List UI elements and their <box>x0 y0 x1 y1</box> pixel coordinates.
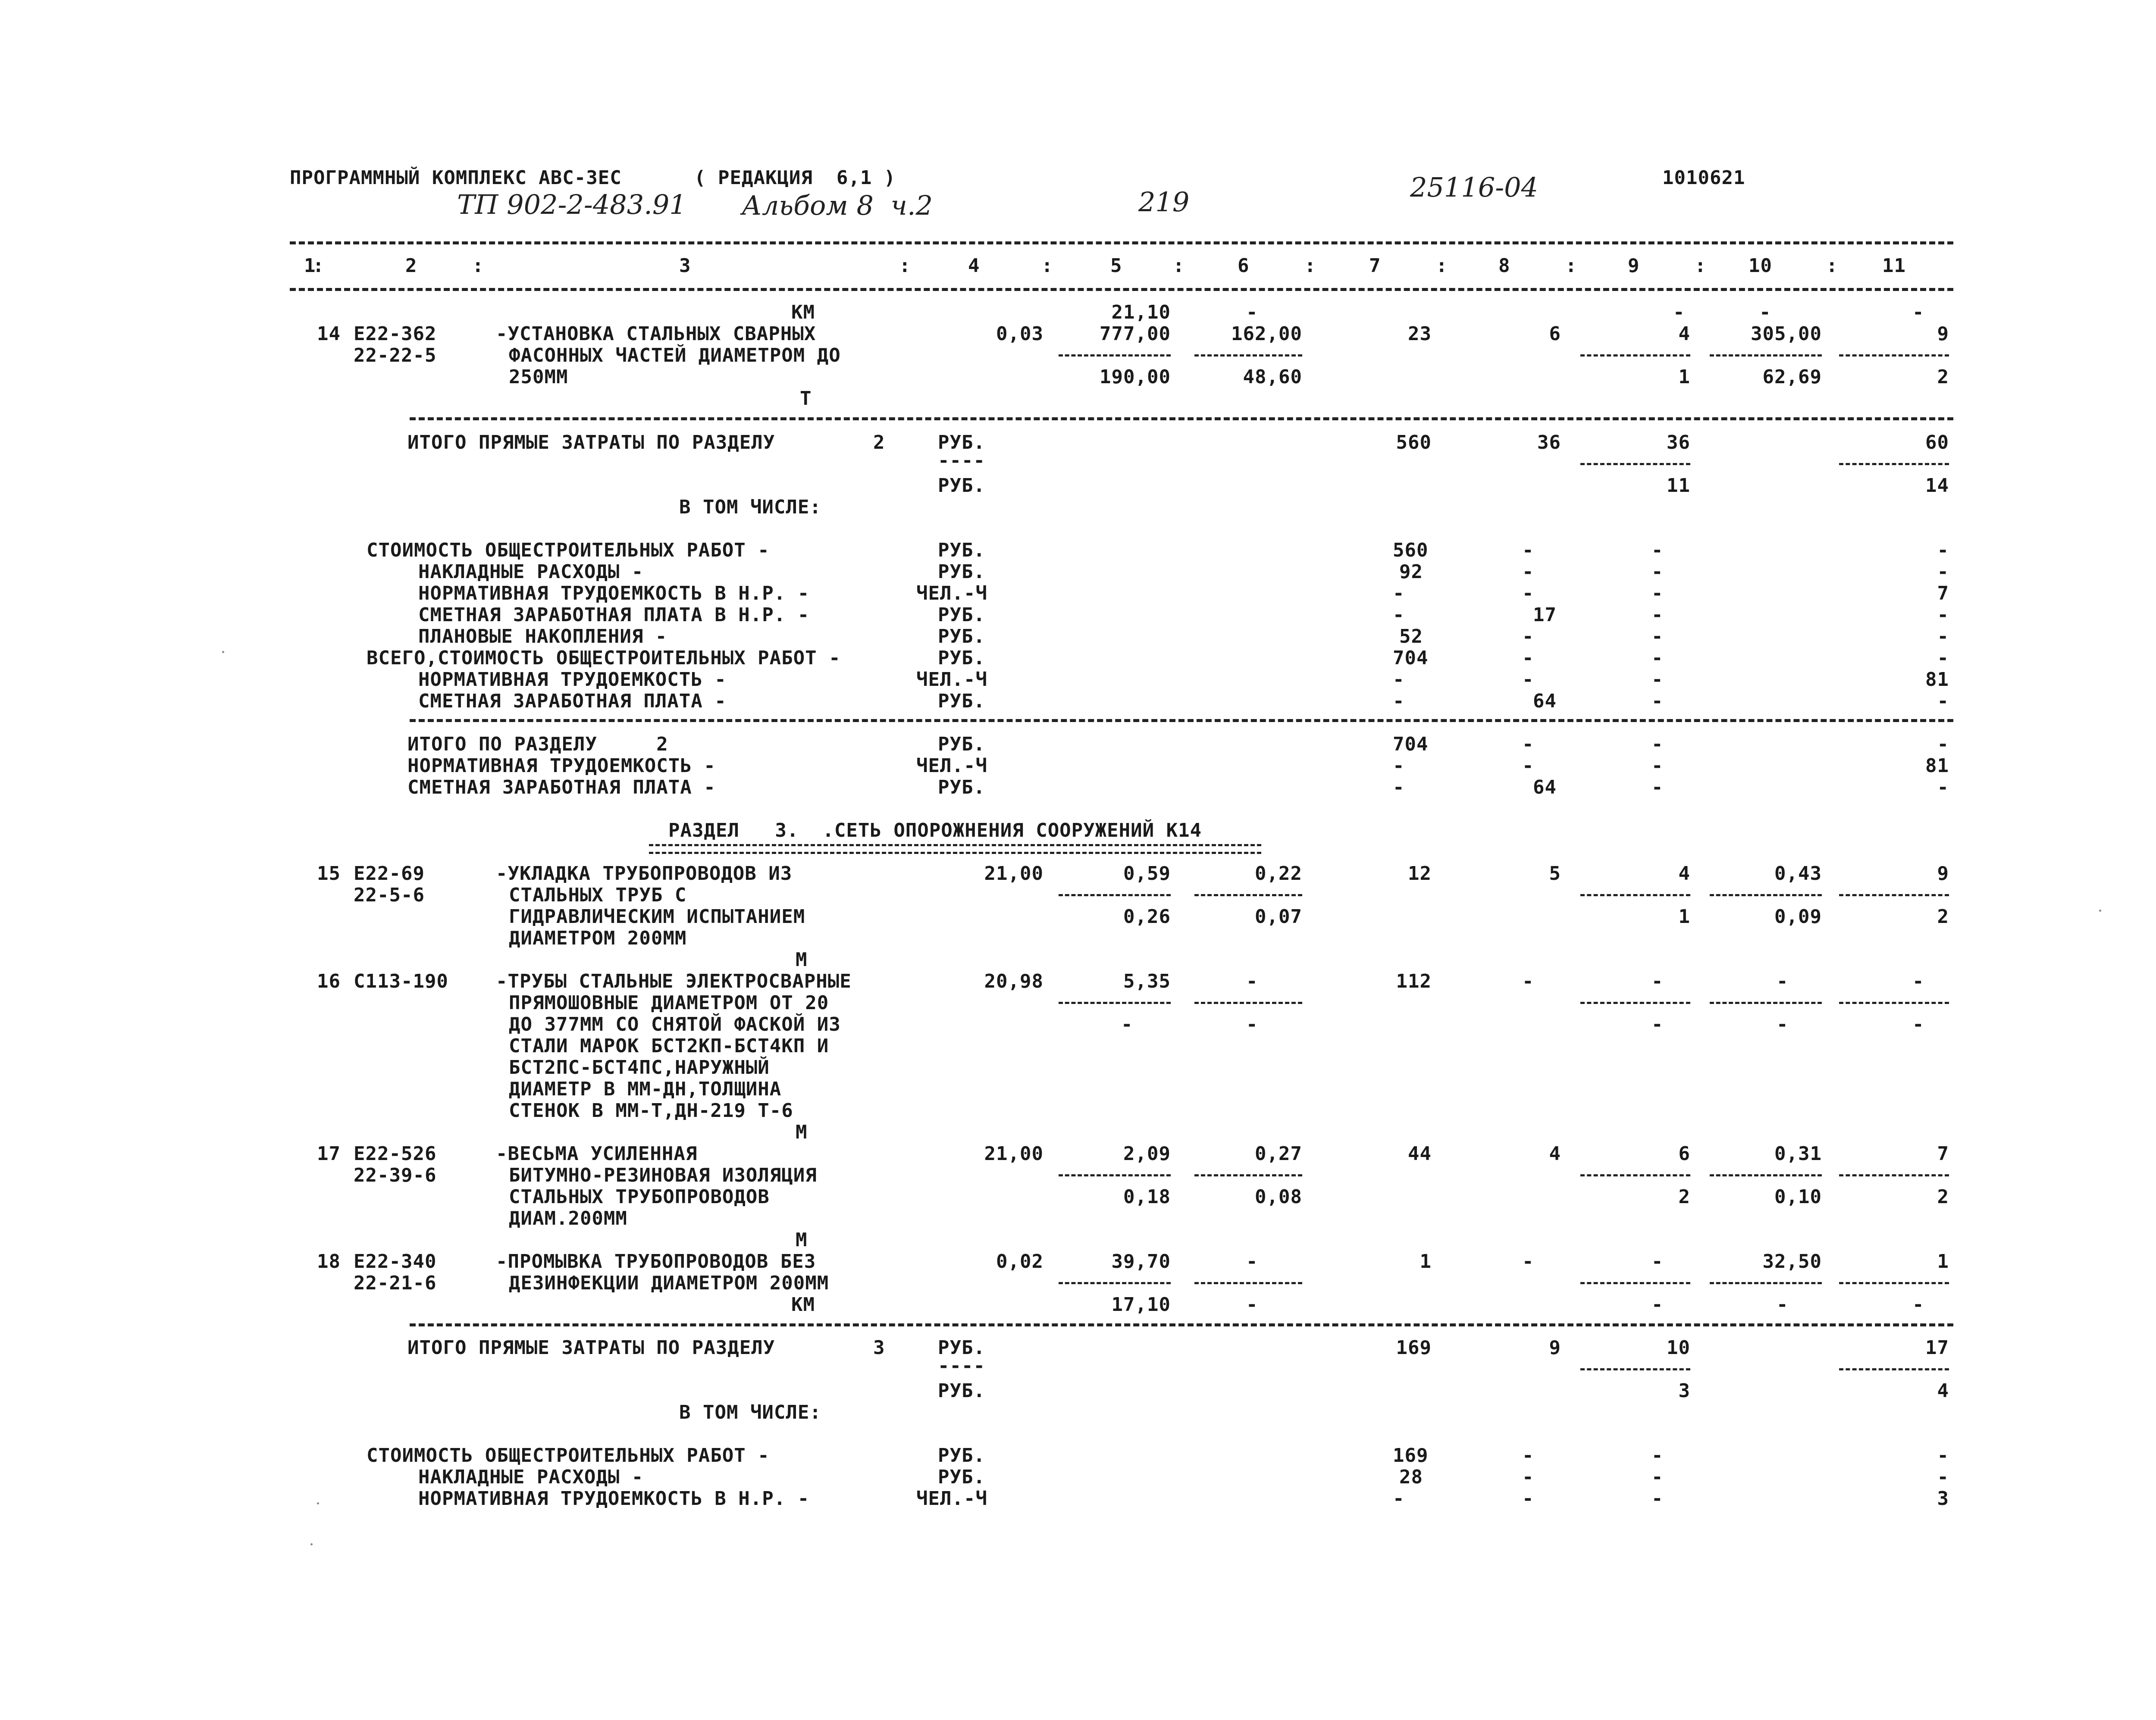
cell-c7: 28 <box>1399 1466 1423 1488</box>
item-number: 17 <box>317 1143 341 1165</box>
cell-dash: - <box>1777 970 1789 992</box>
cell-c8: 64 <box>1533 776 1557 798</box>
unit-label: ЧЕЛ.-Ч <box>916 669 987 691</box>
cell-c7: 23 <box>1408 323 1432 345</box>
column-header: 11 <box>1882 255 1906 277</box>
cell-c8: 9 <box>1549 1337 1561 1359</box>
cell-c9: - <box>1651 625 1664 647</box>
cell-c7: - <box>1393 776 1405 798</box>
cell-c9: 10 <box>1667 1337 1690 1359</box>
cell-c8: - <box>1522 539 1534 561</box>
cell-c8: 17 <box>1533 604 1557 626</box>
cell-c5-sub: 190,00 <box>1100 366 1171 388</box>
cell-c7: 1 <box>1420 1251 1432 1273</box>
column-header: 4 <box>968 255 980 277</box>
cell-dash: - <box>1912 970 1924 992</box>
item-code: С113-190 <box>354 970 448 992</box>
cell-c7: 112 <box>1396 970 1432 992</box>
unit-label: РУБ. <box>938 733 985 755</box>
item-description-line: -УСТАНОВКА СТАЛЬНЫХ СВАРНЫХ <box>496 323 816 345</box>
breakdown-label: СМЕТНАЯ ЗАРАБОТНАЯ ПЛАТА В Н.Р. - <box>418 604 810 626</box>
item-description-line: -ПРОМЫВКА ТРУБОПРОВОДОВ БЕЗ <box>496 1251 816 1273</box>
fraction-rule <box>1059 1282 1171 1284</box>
section-rule <box>410 719 1953 722</box>
cell-c11-sub: 2 <box>1937 366 1949 388</box>
scan-speck <box>2099 910 2101 912</box>
cell-c11: - <box>1937 647 1949 669</box>
column-header: 6 <box>1238 255 1250 277</box>
item-description-line: ДО 377ММ СО СНЯТОЙ ФАСКОЙ ИЗ <box>509 1013 841 1035</box>
handwritten-code: 25116-04 <box>1410 172 1539 203</box>
cell-c9: 4 <box>1678 323 1690 345</box>
handwritten-album: Альбом 8 ч.2 <box>742 190 933 221</box>
cell-dash: - <box>1759 301 1771 323</box>
fraction-rule <box>1059 354 1171 357</box>
cell-c8: - <box>1522 755 1534 777</box>
cell-c8: 64 <box>1533 690 1557 712</box>
section-total-label: ИТОГО ПО РАЗДЕЛУ 2 <box>407 733 668 755</box>
item-code-secondary: 22-21-6 <box>354 1272 437 1294</box>
item-description-line: ГИДРАВЛИЧЕСКИМ ИСПЫТАНИЕМ <box>509 906 805 928</box>
fraction-rule <box>1194 1174 1302 1176</box>
cell-c11: 9 <box>1937 323 1949 345</box>
cell-c9-sub: 1 <box>1678 906 1690 928</box>
breakdown-label: НОРМАТИВНАЯ ТРУДОЕМКОСТЬ В Н.Р. - <box>418 1488 810 1510</box>
fraction-rule <box>1839 1368 1949 1370</box>
breakdown-label: СТОИМОСТЬ ОБЩЕСТРОИТЕЛЬНЫХ РАБОТ - <box>367 1445 770 1467</box>
cell-c5-sub: 0,18 <box>1123 1186 1171 1208</box>
column-separator: : <box>1436 255 1448 277</box>
cell-c8: - <box>1522 1445 1534 1467</box>
item-number: 14 <box>317 323 341 345</box>
cell-c6-sub: 48,60 <box>1243 366 1302 388</box>
cell-c8: - <box>1522 647 1534 669</box>
column-header: 2 <box>405 255 417 277</box>
cell-c9: - <box>1651 604 1664 626</box>
unit-label: М <box>796 949 808 971</box>
cell-c4: 20,98 <box>984 970 1044 992</box>
cell-c11: 1 <box>1937 1251 1949 1273</box>
fraction-rule <box>1710 354 1822 357</box>
column-separator: : <box>1041 255 1053 277</box>
unit-label: КМ <box>791 301 815 323</box>
fraction-rule <box>1710 894 1822 896</box>
cell-dash: - <box>1246 1013 1258 1035</box>
unit-separator: ---- <box>938 1355 985 1377</box>
document-number: 1010621 <box>1662 167 1745 189</box>
cell-c11-sub: 4 <box>1937 1380 1949 1402</box>
cell-dash: - <box>1121 1013 1133 1035</box>
section-total-label: СМЕТНАЯ ЗАРАБОТНАЯ ПЛАТА - <box>407 776 716 798</box>
unit-label: РУБ. <box>938 776 985 798</box>
cell-c10: 305,00 <box>1751 323 1822 345</box>
cell-c10-sub: 0,09 <box>1774 906 1822 928</box>
cell-c7: 704 <box>1393 647 1429 669</box>
cell-c9: - <box>1651 776 1664 798</box>
item-description-line: СТЕНОК В ММ-Т,ДН-219 Т-6 <box>509 1100 793 1122</box>
cell-c5: 39,70 <box>1111 1251 1171 1273</box>
unit-label: ЧЕЛ.-Ч <box>916 755 987 777</box>
cell-c10-sub: 62,69 <box>1762 366 1822 388</box>
cell-c5: 2,09 <box>1123 1143 1171 1165</box>
scan-speck <box>222 651 224 653</box>
column-separator: : <box>313 255 325 277</box>
column-separator: : <box>899 255 911 277</box>
column-separator: : <box>1826 255 1838 277</box>
cell-c11: 9 <box>1937 863 1949 885</box>
cell-c4: 0,03 <box>996 323 1044 345</box>
item-code: Е22-526 <box>354 1143 437 1165</box>
fraction-rule <box>1839 894 1949 896</box>
cell-c6-sub: 0,08 <box>1255 1186 1302 1208</box>
item-code-secondary: 22-22-5 <box>354 344 437 366</box>
cell-c8: 36 <box>1537 432 1561 453</box>
cell-c7: 92 <box>1399 561 1423 583</box>
fraction-rule <box>1580 463 1690 465</box>
cell-c9: - <box>1651 582 1664 604</box>
section-rule <box>410 1323 1953 1326</box>
cell-c6: 0,27 <box>1255 1143 1302 1165</box>
cell-c10: 0,43 <box>1774 863 1822 885</box>
column-separator: : <box>1565 255 1577 277</box>
unit-label: РУБ. <box>938 561 985 583</box>
fraction-rule <box>1839 354 1949 357</box>
cell-c7: - <box>1393 669 1405 691</box>
breakdown-label: НОРМАТИВНАЯ ТРУДОЕМКОСТЬ - <box>418 669 727 691</box>
item-code-secondary: 22-39-6 <box>354 1164 437 1186</box>
item-description-line: СТАЛЬНЫХ ТРУБОПРОВОДОВ <box>509 1186 770 1208</box>
cell-c4: 21,00 <box>984 863 1044 885</box>
fraction-rule <box>1194 1282 1302 1284</box>
cell-c5: 777,00 <box>1100 323 1171 345</box>
fraction-rule <box>1194 894 1302 896</box>
item-number: 16 <box>317 970 341 992</box>
scan-speck <box>310 1543 313 1545</box>
fraction-rule <box>1580 1282 1690 1284</box>
unit-label: РУБ. <box>938 1337 985 1359</box>
fraction-rule <box>1580 1368 1690 1370</box>
cell-c9: - <box>1651 690 1664 712</box>
cell-dash: - <box>1777 1294 1789 1316</box>
fraction-rule <box>1710 1174 1822 1176</box>
cell-c11: - <box>1937 604 1949 626</box>
item-description-line: СТАЛИ МАРОК БСТ2КП-БСТ4КП И <box>509 1035 829 1057</box>
handwritten-tp-number: ТП 902-2-483.91 <box>457 189 686 220</box>
item-description-line: ФАСОННЫХ ЧАСТЕЙ ДИАМЕТРОМ ДО <box>509 344 841 366</box>
item-description-line: БСТ2ПС-БСТ4ПС,НАРУЖНЫЙ <box>509 1057 770 1079</box>
cell-c9: 6 <box>1678 1143 1690 1165</box>
section-rule <box>410 417 1953 420</box>
unit-label: РУБ. <box>938 690 985 712</box>
cell-c11: - <box>1937 776 1949 798</box>
cell-dash: - <box>1912 1294 1924 1316</box>
item-description-line: ПРЯМОШОВНЫЕ ДИАМЕТРОМ ОТ 20 <box>509 992 829 1014</box>
cell-c7: 560 <box>1393 539 1429 561</box>
unit-label: РУБ. <box>938 1380 985 1402</box>
breakdown-label: НАКЛАДНЫЕ РАСХОДЫ - <box>418 561 644 583</box>
unit-separator: ---- <box>938 450 985 472</box>
cell-c11: - <box>1937 690 1949 712</box>
title-underline <box>649 844 1261 854</box>
cell-c7: - <box>1393 604 1405 626</box>
cell-c11: - <box>1937 733 1949 755</box>
item-code: Е22-362 <box>354 323 437 345</box>
fraction-rule <box>1580 1002 1690 1004</box>
item-description-line: -ВЕСЬМА УСИЛЕННАЯ <box>496 1143 698 1165</box>
cell-c9: - <box>1651 539 1664 561</box>
cell-c10: 32,50 <box>1762 1251 1822 1273</box>
cell-c8: - <box>1522 561 1534 583</box>
unit-label: М <box>796 1121 808 1143</box>
item-description-line: БИТУМНО-РЕЗИНОВАЯ ИЗОЛЯЦИЯ <box>509 1164 817 1186</box>
cell-c11: 3 <box>1937 1488 1949 1510</box>
cell-c6: 162,00 <box>1231 323 1302 345</box>
cell-c7: - <box>1393 755 1405 777</box>
unit-label: РУБ. <box>938 475 985 497</box>
cell-c7: 560 <box>1396 432 1432 453</box>
cell-c11: - <box>1937 561 1949 583</box>
program-title: ПРОГРАММНЫЙ КОМПЛЕКС АВС-3ЕС <box>290 167 622 189</box>
cell-c11: 81 <box>1925 669 1949 691</box>
cell-c10: 0,31 <box>1774 1143 1822 1165</box>
cell-c11: - <box>1937 539 1949 561</box>
unit-label: ЧЕЛ.-Ч <box>916 1488 987 1510</box>
including-label: В ТОМ ЧИСЛЕ: <box>679 1401 821 1423</box>
cell-dash: - <box>1912 301 1924 323</box>
cell-c11: 60 <box>1925 432 1949 453</box>
fraction-rule <box>1839 1174 1949 1176</box>
cell-c5-sub: 0,26 <box>1123 906 1171 928</box>
cell-c7: 12 <box>1408 863 1432 885</box>
cell-c11: 7 <box>1937 1143 1949 1165</box>
cell-c9: 4 <box>1678 863 1690 885</box>
cell-c8: - <box>1522 625 1534 647</box>
direct-costs-title: ИТОГО ПРЯМЫЕ ЗАТРАТЫ ПО РАЗДЕЛУ <box>407 1337 775 1359</box>
fraction-rule <box>1839 1282 1949 1284</box>
scan-speck <box>317 1502 319 1504</box>
section-3-title: РАЗДЕЛ 3. .СЕТЬ ОПОРОЖНЕНИЯ СООРУЖЕНИЙ К14 <box>668 819 1202 841</box>
cell-c7: 52 <box>1399 625 1423 647</box>
cell-dash: - <box>1777 1013 1789 1035</box>
unit-label: ЧЕЛ.-Ч <box>916 582 987 604</box>
fraction-rule <box>1059 894 1171 896</box>
cell-c9: - <box>1651 1488 1664 1510</box>
cell-dash: - <box>1246 301 1258 323</box>
cell-c4: 21,00 <box>984 1143 1044 1165</box>
breakdown-label: ВСЕГО,СТОИМОСТЬ ОБЩЕСТРОИТЕЛЬНЫХ РАБОТ - <box>367 647 841 669</box>
fraction-rule <box>1194 1002 1302 1004</box>
fraction-rule <box>1710 1002 1822 1004</box>
cell-c5: 0,59 <box>1123 863 1171 885</box>
cell-c8: - <box>1522 1488 1534 1510</box>
cell-c9-sub: 2 <box>1678 1186 1690 1208</box>
cell-dash: - <box>1651 1294 1664 1316</box>
cell-c8: 6 <box>1549 323 1561 345</box>
column-header: 1 <box>304 255 316 277</box>
item-description-line: ДЕЗИНФЕКЦИИ ДИАМЕТРОМ 200ММ <box>509 1272 829 1294</box>
column-header: 9 <box>1628 255 1640 277</box>
item-description-line: -ТРУБЫ СТАЛЬНЫЕ ЭЛЕКТРОСВАРНЫЕ <box>496 970 852 992</box>
direct-costs-title: ИТОГО ПРЯМЫЕ ЗАТРАТЫ ПО РАЗДЕЛУ <box>407 432 775 453</box>
cell-c5-sub: 17,10 <box>1111 1294 1171 1316</box>
item-description-line: ДИАМ.200ММ <box>509 1207 627 1229</box>
cell-c9-sub: 11 <box>1667 475 1690 497</box>
item-description-line: СТАЛЬНЫХ ТРУБ С <box>509 884 687 906</box>
cell-c5-top: 21,10 <box>1111 301 1171 323</box>
breakdown-label: НАКЛАДНЫЕ РАСХОДЫ - <box>418 1466 644 1488</box>
breakdown-label: НОРМАТИВНАЯ ТРУДОЕМКОСТЬ В Н.Р. - <box>418 582 810 604</box>
cell-c9: - <box>1651 561 1664 583</box>
column-header: 7 <box>1369 255 1381 277</box>
cell-c9: 36 <box>1667 432 1690 453</box>
fraction-rule <box>1839 1002 1949 1004</box>
fraction-rule <box>1580 354 1690 357</box>
cell-c7: - <box>1393 690 1405 712</box>
cell-c9: - <box>1651 1466 1664 1488</box>
column-separator: : <box>472 255 484 277</box>
unit-label: М <box>796 1229 808 1251</box>
cell-c7: 44 <box>1408 1143 1432 1165</box>
cell-dash: - <box>1651 970 1664 992</box>
item-description-line: 250ММ <box>509 366 568 388</box>
handwritten-page-number: 219 <box>1138 186 1190 218</box>
unit-label: РУБ. <box>938 625 985 647</box>
item-number: 15 <box>317 863 341 885</box>
unit-label: КМ <box>791 1294 815 1316</box>
cell-c6: 0,22 <box>1255 863 1302 885</box>
cell-c9-sub: 3 <box>1678 1380 1690 1402</box>
header-rule-top <box>290 241 1953 244</box>
unit-label: РУБ. <box>938 647 985 669</box>
fraction-rule <box>1839 463 1949 465</box>
cell-c11: - <box>1937 1445 1949 1467</box>
cell-dash: - <box>1912 1013 1924 1035</box>
cell-dash: - <box>1673 301 1685 323</box>
cell-c8: - <box>1522 669 1534 691</box>
cell-c11: - <box>1937 625 1949 647</box>
cell-c11: 81 <box>1925 755 1949 777</box>
item-code-secondary: 22-5-6 <box>354 884 425 906</box>
cell-c11: 17 <box>1925 1337 1949 1359</box>
cell-c9: - <box>1651 1445 1664 1467</box>
cell-c7: - <box>1393 582 1405 604</box>
breakdown-label: СТОИМОСТЬ ОБЩЕСТРОИТЕЛЬНЫХ РАБОТ - <box>367 539 770 561</box>
fraction-rule <box>1059 1174 1171 1176</box>
section-number: 2 <box>873 432 885 453</box>
unit-label: РУБ. <box>938 432 985 453</box>
column-header: 5 <box>1110 255 1122 277</box>
column-separator: : <box>1695 255 1707 277</box>
cell-c10-sub: 0,10 <box>1774 1186 1822 1208</box>
cell-c8: 4 <box>1549 1143 1561 1165</box>
column-separator: : <box>1304 255 1316 277</box>
cell-c9-sub: 1 <box>1678 366 1690 388</box>
cell-c9: - <box>1651 669 1664 691</box>
cell-dash: - <box>1651 1013 1664 1035</box>
unit-label: РУБ. <box>938 604 985 626</box>
cell-dash: - <box>1651 1251 1664 1273</box>
fraction-rule <box>1194 354 1302 357</box>
cell-c11: 7 <box>1937 582 1949 604</box>
item-code: Е22-340 <box>354 1251 437 1273</box>
cell-dash: - <box>1522 1251 1534 1273</box>
cell-c8: - <box>1522 582 1534 604</box>
column-header: 8 <box>1498 255 1510 277</box>
cell-c9: - <box>1651 755 1664 777</box>
item-number: 18 <box>317 1251 341 1273</box>
header-rule-bottom <box>290 288 1953 291</box>
fraction-rule <box>1059 1002 1171 1004</box>
unit-label: РУБ. <box>938 1466 985 1488</box>
item-description-line: -УКЛАДКА ТРУБОПРОВОДОВ ИЗ <box>496 863 793 885</box>
breakdown-label: ПЛАНОВЫЕ НАКОПЛЕНИЯ - <box>418 625 667 647</box>
cell-c8: - <box>1522 733 1534 755</box>
edition-label: ( РЕДАКЦИЯ 6,1 ) <box>694 167 896 189</box>
item-description-line: ДИАМЕТРОМ 200ММ <box>509 927 687 949</box>
fraction-rule <box>1580 1174 1690 1176</box>
cell-c7: 169 <box>1396 1337 1432 1359</box>
section-total-label: НОРМАТИВНАЯ ТРУДОЕМКОСТЬ - <box>407 755 716 777</box>
cell-c7: - <box>1393 1488 1405 1510</box>
item-code: Е22-69 <box>354 863 425 885</box>
cell-c9: - <box>1651 733 1664 755</box>
cell-c4: 0,02 <box>996 1251 1044 1273</box>
fraction-rule <box>1710 1282 1822 1284</box>
cell-dash: - <box>1246 970 1258 992</box>
cell-c7: 169 <box>1393 1445 1429 1467</box>
unit-label: РУБ. <box>938 539 985 561</box>
cell-c8: 5 <box>1549 863 1561 885</box>
cell-c6-sub: 0,07 <box>1255 906 1302 928</box>
cell-dash: - <box>1246 1294 1258 1316</box>
cell-c7: 704 <box>1393 733 1429 755</box>
cell-dash: - <box>1522 970 1534 992</box>
fraction-rule <box>1580 894 1690 896</box>
cell-c5: 5,35 <box>1123 970 1171 992</box>
cell-c8: - <box>1522 1466 1534 1488</box>
column-header: 3 <box>679 255 691 277</box>
column-separator: : <box>1173 255 1185 277</box>
cell-dash: - <box>1246 1251 1258 1273</box>
breakdown-label: СМЕТНАЯ ЗАРАБОТНАЯ ПЛАТА - <box>418 690 727 712</box>
cell-c11-sub: 2 <box>1937 906 1949 928</box>
cell-c11: - <box>1937 1466 1949 1488</box>
item-description-line: ДИАМЕТР В ММ-ДН,ТОЛЩИНА <box>509 1078 782 1100</box>
column-header: 10 <box>1749 255 1772 277</box>
cell-c9: - <box>1651 647 1664 669</box>
cell-c11-sub: 14 <box>1925 475 1949 497</box>
cell-c11-sub: 2 <box>1937 1186 1949 1208</box>
unit-label: Т <box>800 388 812 410</box>
including-label: В ТОМ ЧИСЛЕ: <box>679 496 821 518</box>
unit-label: РУБ. <box>938 1445 985 1467</box>
section-number: 3 <box>873 1337 885 1359</box>
